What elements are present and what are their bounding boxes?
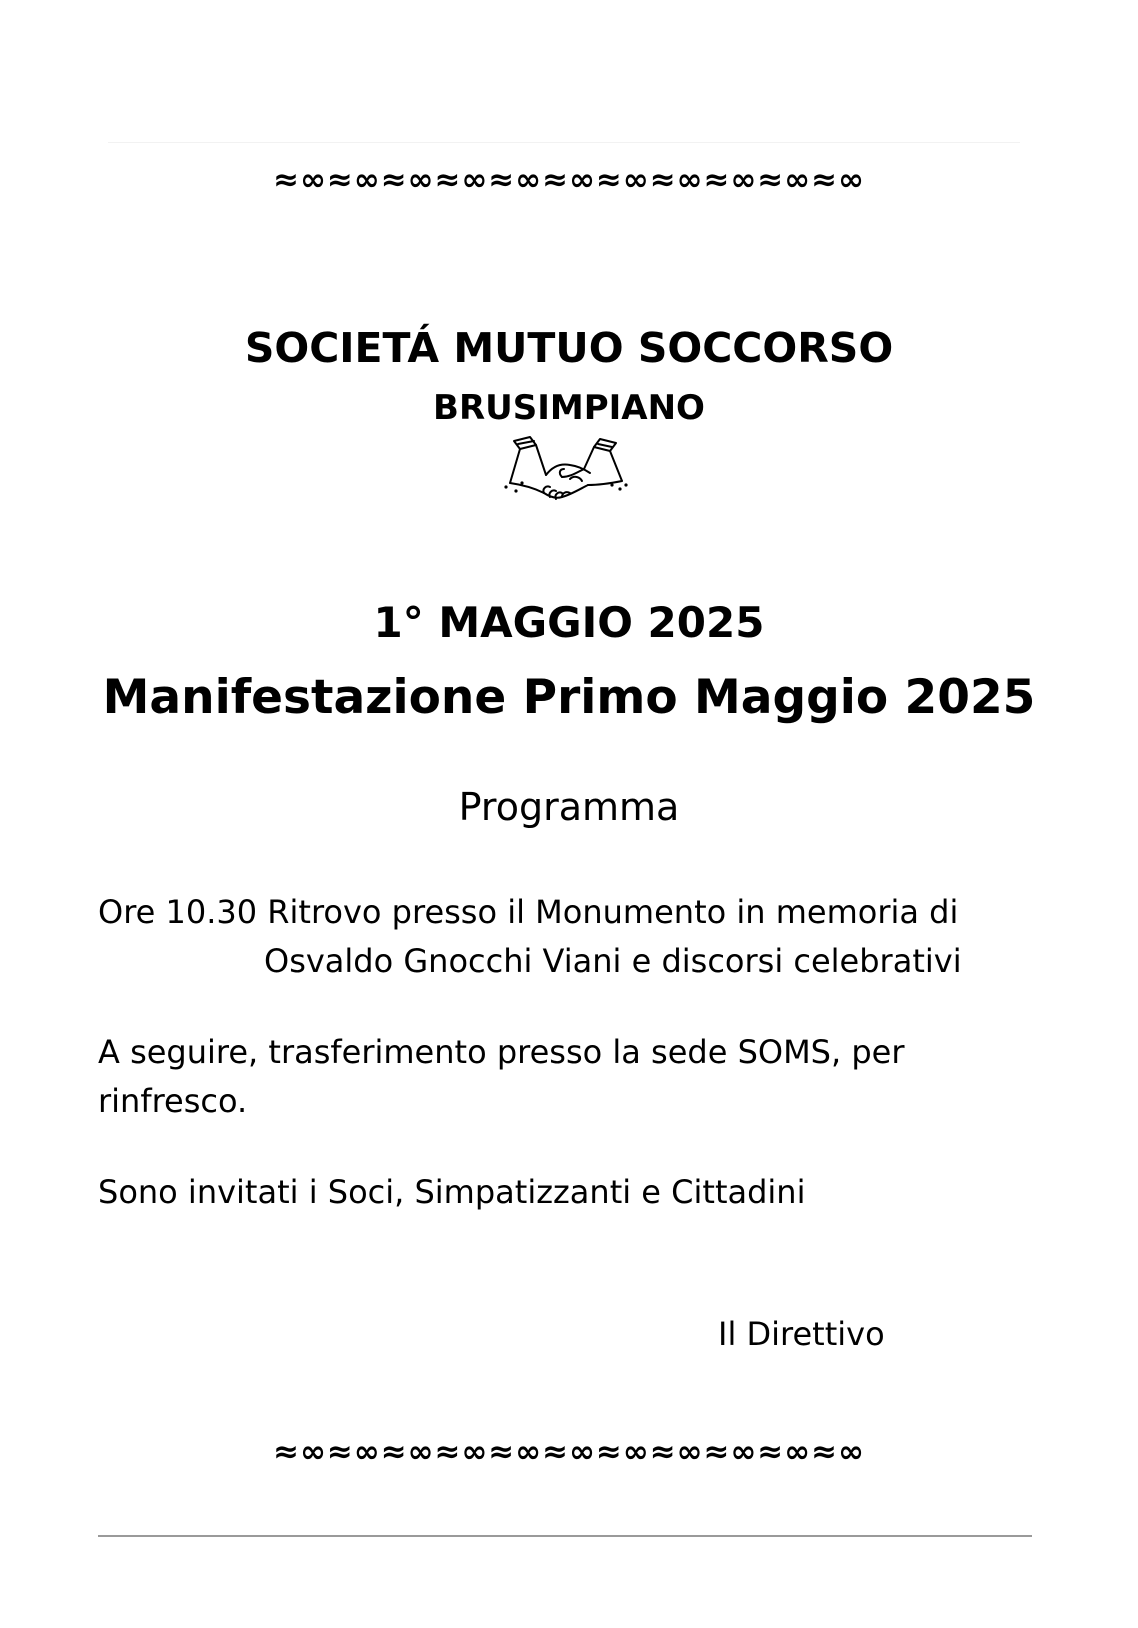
bottom-divider (98, 1535, 1032, 1537)
program-heading: Programma (458, 785, 680, 829)
program-line: rinfresco. (98, 1082, 248, 1120)
program-line: Ore 10.30 Ritrovo presso il Monumento in memoria di (98, 893, 959, 931)
invitation-line: Sono invitati i Soci, Simpatizzanti e Cittadini (98, 1173, 806, 1211)
handshake-icon (500, 435, 630, 515)
event-date: 1° MAGGIO 2025 (373, 598, 765, 647)
event-title: Manifestazione Primo Maggio 2025 (102, 670, 1036, 725)
signature: Il Direttivo (718, 1315, 885, 1353)
society-name: SOCIETÁ MUTUO SOCCORSO (244, 324, 894, 372)
top-divider (108, 142, 1020, 143)
ornament-border-bottom: ≈∞≈∞≈∞≈∞≈∞≈∞≈∞≈∞≈∞≈∞≈∞ (273, 1434, 865, 1470)
society-town: BRUSIMPIANO (433, 388, 705, 428)
ornament-border-top: ≈∞≈∞≈∞≈∞≈∞≈∞≈∞≈∞≈∞≈∞≈∞ (273, 162, 865, 198)
program-line: A seguire, trasferimento presso la sede SOMS, per (98, 1033, 905, 1071)
program-line: Osvaldo Gnocchi Viani e discorsi celebrativi (264, 942, 962, 980)
